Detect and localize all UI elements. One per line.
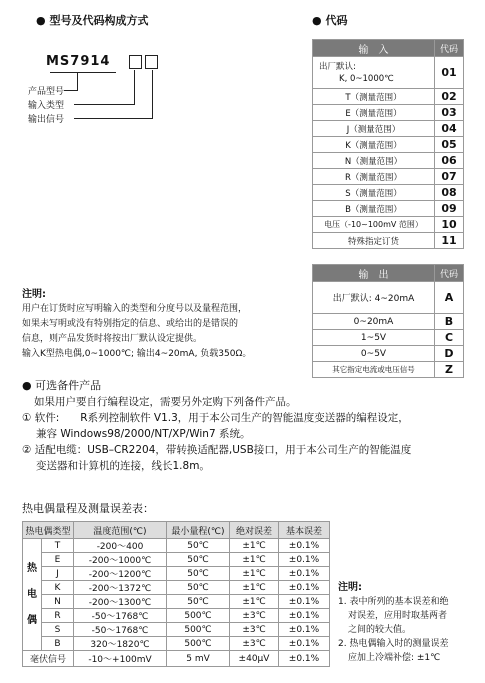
- range-header-cell: 基本误差: [279, 522, 330, 539]
- input-row-desc: N（测量范围）: [313, 153, 435, 169]
- connector-line: [152, 70, 153, 118]
- input-row-desc: T（测量范围）: [313, 89, 435, 105]
- tc-range: -200～1200℃: [74, 567, 167, 581]
- tc-type: T: [42, 539, 74, 553]
- output-row-code: A: [435, 282, 464, 314]
- note2-line: 之间的较大值。: [348, 625, 412, 635]
- note1-line: 用户在订货时应写明输入的类型和分度号以及量程范围，: [22, 304, 248, 314]
- tc-abs-error: ±3℃: [230, 623, 279, 637]
- tc-min-span: 50℃: [167, 595, 230, 609]
- input-row-code: 04: [435, 121, 464, 137]
- optional-item-line: ① 软件: R系列控制软件 V1.3，用于本公司生产的智能温度变送器的编程设定，: [22, 412, 409, 424]
- input-row-code: 11: [435, 233, 464, 249]
- output-row-desc: 其它指定电流或电压信号: [313, 362, 435, 378]
- optional-item-line: ② 适配电缆：USB–CR2204，带转换适配器,USB接口，用于本公司生产的智能温度: [22, 444, 412, 456]
- note2-line: 对误差，应用时取基两者: [348, 611, 448, 621]
- mv-abs-error: ±40μV: [230, 651, 279, 667]
- tc-range: -200～1300℃: [74, 595, 167, 609]
- connector-line: [64, 90, 78, 91]
- label-product-model: 产品型号: [28, 87, 65, 97]
- output-row-desc: 0~20mA: [313, 314, 435, 330]
- tc-type: S: [42, 623, 74, 637]
- tc-min-span: 500℃: [167, 637, 230, 651]
- bullet-icon: ●: [36, 14, 46, 27]
- optional-title-text: 可选备件产品: [35, 379, 102, 392]
- input-row-code: 10: [435, 217, 464, 233]
- tc-basic-error: ±0.1%: [279, 553, 330, 567]
- note2-title: 注明:: [338, 582, 362, 593]
- tc-abs-error: ±3℃: [230, 609, 279, 623]
- group-char: 热: [27, 562, 37, 574]
- section-code-title-text: 代码: [325, 14, 348, 27]
- connector-line: [134, 70, 135, 104]
- group-char: 偶: [27, 614, 37, 626]
- note2-line: 应加上冷端补偿: ±1℃: [348, 653, 441, 663]
- range-header-cell: 热电偶类型: [23, 522, 74, 539]
- optional-item-line: 变送器和计算机的连接，线长1.8m。: [36, 460, 210, 472]
- optional-item-line: 兼容 Windows98/2000/NT/XP/Win7 系统。: [36, 428, 251, 440]
- input-code-table: [312, 39, 464, 249]
- input-row-code: 02: [435, 89, 464, 105]
- tc-min-span: 500℃: [167, 609, 230, 623]
- default-input-line: 出厂默认:: [319, 61, 356, 72]
- input-row-code: 09: [435, 201, 464, 217]
- tc-abs-error: ±1℃: [230, 581, 279, 595]
- note1-line: 如果未写明或没有特别指定的信息、或给出的是错误的: [22, 319, 239, 329]
- tc-type: K: [42, 581, 74, 595]
- output-row-code: C: [435, 330, 464, 346]
- tc-range: -200～1000℃: [74, 553, 167, 567]
- output-row-code: Z: [435, 362, 464, 378]
- input-row-code: 06: [435, 153, 464, 169]
- bullet-icon: ●: [22, 379, 32, 392]
- note1-block: [22, 285, 251, 362]
- tc-basic-error: ±0.1%: [279, 623, 330, 637]
- section-model-title-text: 型号及代码构成方式: [49, 14, 149, 27]
- input-row-code: 07: [435, 169, 464, 185]
- output-row-desc: 出厂默认: 4~20mA: [313, 282, 435, 314]
- thermocouple-group-label: [23, 539, 42, 651]
- input-row-desc: J（测量范围）: [313, 121, 435, 137]
- range-header-cell: 绝对误差: [230, 522, 279, 539]
- input-row-code: 01: [435, 57, 464, 89]
- tc-type: J: [42, 567, 74, 581]
- tc-type: N: [42, 595, 74, 609]
- tc-min-span: 500℃: [167, 623, 230, 637]
- model-name: MS7914: [46, 54, 111, 69]
- output-row-code: D: [435, 346, 464, 362]
- tc-range: -200～1372℃: [74, 581, 167, 595]
- note2-line: 1. 表中所列的基本误差和绝: [338, 597, 449, 607]
- tc-type: B: [42, 637, 74, 651]
- tc-basic-error: ±0.1%: [279, 539, 330, 553]
- tc-basic-error: ±0.1%: [279, 567, 330, 581]
- tc-basic-error: ±0.1%: [279, 581, 330, 595]
- tc-min-span: 50℃: [167, 539, 230, 553]
- tc-min-span: 50℃: [167, 553, 230, 567]
- optional-section: [22, 378, 411, 474]
- range-header-cell: 最小量程(℃): [167, 522, 230, 539]
- note1-line: 信息，则产品发货时将按出厂默认设定提供。: [22, 334, 203, 344]
- input-row-code: 03: [435, 105, 464, 121]
- tc-type: E: [42, 553, 74, 567]
- connector-line: [74, 118, 153, 119]
- section-model-title: [36, 12, 148, 28]
- tc-abs-error: ±1℃: [230, 595, 279, 609]
- section-code-title: [312, 12, 347, 28]
- tc-basic-error: ±0.1%: [279, 595, 330, 609]
- output-row-desc: 1~5V: [313, 330, 435, 346]
- mv-range: -10～+100mV: [74, 651, 167, 667]
- tc-basic-error: ±0.1%: [279, 609, 330, 623]
- tc-basic-error: ±0.1%: [279, 637, 330, 651]
- tc-min-span: 50℃: [167, 581, 230, 595]
- input-code-box: [129, 55, 142, 69]
- note1-line: 输入K型热电偶,0~1000℃; 输出4~20mA, 负载350Ω。: [22, 349, 252, 359]
- bullet-icon: ●: [312, 14, 322, 27]
- range-table: [22, 521, 330, 667]
- label-output-signal: 输出信号: [28, 115, 65, 125]
- input-row-desc: 特殊指定订货: [313, 233, 435, 249]
- input-row-desc: K（测量范围）: [313, 137, 435, 153]
- tc-range: -50～1768℃: [74, 623, 167, 637]
- note2-block: [338, 578, 448, 665]
- group-char: 电: [27, 588, 37, 600]
- input-header: 输 入: [313, 40, 435, 57]
- tc-range: -200～400: [74, 539, 167, 553]
- connector-line: [74, 104, 135, 105]
- output-code-table: [312, 264, 464, 378]
- optional-intro: 如果用户要自行编程设定，需要另外定购下列备件产品。: [34, 396, 297, 408]
- optional-title: [22, 378, 411, 394]
- label-input-type: 输入类型: [28, 101, 65, 111]
- output-row-desc: 0~5V: [313, 346, 435, 362]
- output-row-code: B: [435, 314, 464, 330]
- tc-min-span: 50℃: [167, 567, 230, 581]
- tc-abs-error: ±1℃: [230, 539, 279, 553]
- input-row-desc: S（测量范围）: [313, 185, 435, 201]
- tc-abs-error: ±1℃: [230, 553, 279, 567]
- tc-range: 320～1820℃: [74, 637, 167, 651]
- tc-type: R: [42, 609, 74, 623]
- note2-line: 2. 热电偶输入时的测量误差: [338, 639, 449, 649]
- input-row-code: 08: [435, 185, 464, 201]
- input-row-desc: [313, 57, 435, 89]
- code-header: 代码: [435, 265, 464, 282]
- range-section-title: 热电偶量程及测量误差表：: [22, 502, 154, 515]
- mv-basic-error: ±0.1%: [279, 651, 330, 667]
- mv-min-span: 5 mV: [167, 651, 230, 667]
- model-underline: [50, 72, 116, 73]
- output-code-box: [145, 55, 158, 69]
- tc-range: -50～1768℃: [74, 609, 167, 623]
- input-row-desc: 电压（-10~100mV 范围）: [313, 217, 435, 233]
- connector-line: [77, 72, 78, 90]
- output-header: 输 出: [313, 265, 435, 282]
- input-row-desc: R（测量范围）: [313, 169, 435, 185]
- mv-type: 毫伏信号: [23, 651, 74, 667]
- tc-abs-error: ±3℃: [230, 637, 279, 651]
- input-row-desc: B（测量范围）: [313, 201, 435, 217]
- input-row-desc: E（测量范围）: [313, 105, 435, 121]
- default-input-line: K, 0~1000℃: [339, 73, 394, 84]
- input-row-code: 05: [435, 137, 464, 153]
- tc-abs-error: ±1℃: [230, 567, 279, 581]
- code-header: 代码: [435, 40, 464, 57]
- range-header-cell: 温度范围(℃): [74, 522, 167, 539]
- note1-title: 注明:: [22, 289, 46, 300]
